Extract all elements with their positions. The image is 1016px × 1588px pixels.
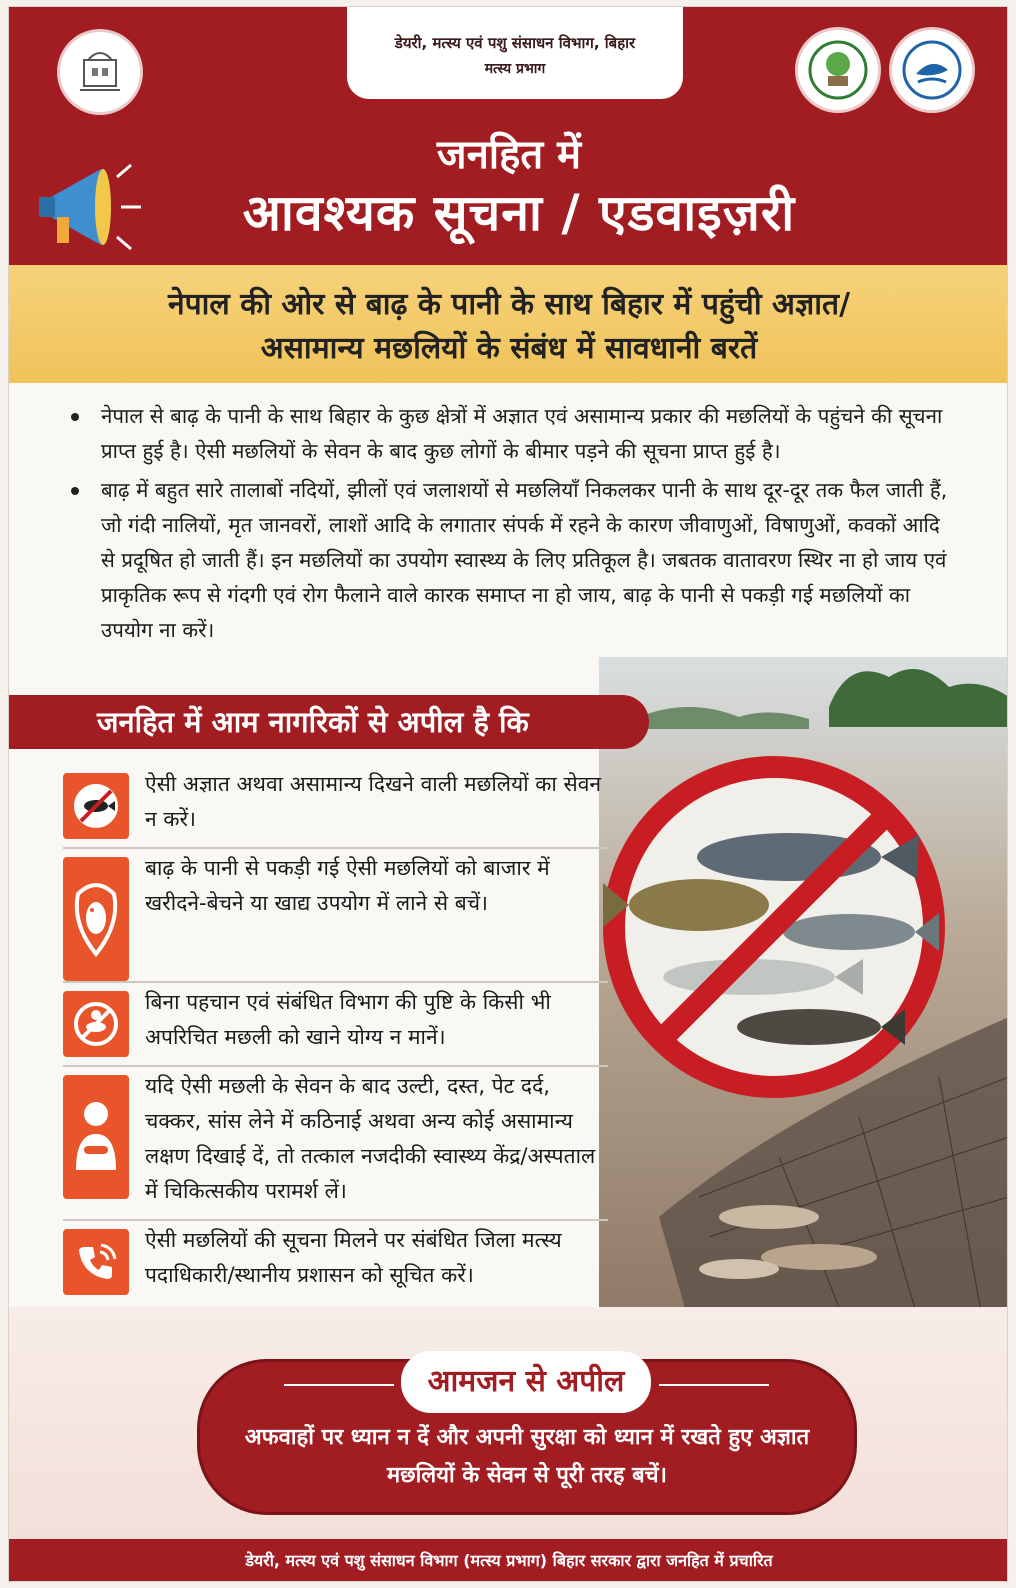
list-item <box>71 399 951 469</box>
banner-line-2: असामान्य मछलियों के संबंध में सावधानी बरतें <box>260 331 758 366</box>
advisory-poster <box>8 6 1008 1582</box>
item-text: यदि ऐसी मछली के सेवन के बाद उल्टी, दस्त, पेट दर्द, चक्कर, सांस लेने में कठिनाई अथवा अन्य कोई असामान्य लक्षण दिखाई दें, तो तत्काल नजदीकी स्वास्थ्य केंद्र/अस्पताल में चिकित्सकीय परामर्श लें। <box>145 1074 596 1203</box>
header <box>9 7 1008 265</box>
division-name: मत्स्य प्रभाग <box>484 61 546 77</box>
bullet-dot <box>71 487 79 495</box>
list-item <box>63 849 608 983</box>
fisheries-logo-icon <box>795 27 881 113</box>
no-eating-icon <box>63 991 129 1057</box>
appeal-title: आमजन से अपील <box>401 1351 651 1413</box>
item-text: ऐसी अज्ञात अथवा असामान्य दिखने वाली मछलियों का सेवन न करें। <box>145 772 602 831</box>
department-logo-icon <box>889 27 975 113</box>
phone-call-icon <box>63 1229 129 1295</box>
decorative-line <box>284 1384 394 1386</box>
appeal-heading: जनहित में आम नागरिकों से अपील है कि <box>9 695 649 749</box>
list-item <box>63 1067 608 1221</box>
footer: डेयरी, मत्स्य एवं पशु संसाधन विभाग (मत्स्य प्रभाग) बिहार सरकार द्वारा जनहित में प्रचारित <box>9 1539 1008 1582</box>
item-text: ऐसी मछलियों की सूचना मिलने पर संबंधित जिला मत्स्य पदाधिकारी/स्थानीय प्रशासन को सूचित करें। <box>145 1228 562 1287</box>
item-text: बाढ़ के पानी से पकड़ी गई ऐसी मछलियों को बाजार में खरीदने-बेचने या खाद्य उपयोग में लाने से बचें। <box>145 856 550 915</box>
appeal-list <box>63 765 608 1303</box>
list-item <box>63 983 608 1067</box>
bihar-emblem-icon <box>57 29 143 115</box>
bullet-text: नेपाल से बाढ़ के पानी के साथ बिहार के कुछ क्षेत्रों में अज्ञात एवं असामान्य प्रकार की मछलियों के पहुंचने की सूचना प्राप्त हुई है। ऐसी मछलियों के सेवन के बाद कुछ लोगों के बीमार पड़ने की सूचना प्राप्त हुई है। <box>101 404 943 463</box>
bullet-dot <box>71 413 79 421</box>
appeal-text: अफवाहों पर ध्यान न दें और अपनी सुरक्षा को ध्यान में रखते हुए अज्ञात मछलियों के सेवन से पूरी तरह बचें। <box>244 1425 810 1488</box>
title-small: जनहित में <box>436 132 582 178</box>
list-item <box>71 473 951 648</box>
department-name: डेयरी, मत्स्य एवं पशु संसाधन विभाग, बिहार <box>394 34 636 52</box>
item-text: बिना पहचान एवं संबंधित विभाग की पुष्टि के किसी भी अपरिचित मछली को खाने योग्य न मानें। <box>145 990 551 1049</box>
fish-market-icon <box>63 857 129 981</box>
subject-banner <box>9 265 1008 383</box>
sick-person-icon <box>63 1075 129 1199</box>
bullet-list <box>71 399 951 652</box>
bullet-text: बाढ़ में बहुत सारे तालाबों नदियों, झीलों एवं जलाशयों से मछलियाँ निकलकर पानी के साथ दूर-दूर तक फैल जाती हैं, जो गंदी नालियों, मृत जानवरों, लाशों आदि के लगातार संपर्क में रहने के कारण जीवाणुओं, विषाणुओं, कवकों आदि से प्रदूषित हो जाती हैं। इन मछलियों का उपयोग स्वास्थ्य के लिए प्रतिकूल है। जबतक वातावरण स्थिर ना हो जाय एवं प्राकृतिक रूप से गंदगी एवं रोग फैलाने वाले कारक समाप्त ना हो जाय, बाढ़ के पानी से पकड़ी गई मछलियों का उपयोग ना करें। <box>101 478 948 642</box>
list-item <box>63 1221 608 1303</box>
flood-fish-illustration <box>599 657 1008 1357</box>
banner-line-1: नेपाल की ओर से बाढ़ के पानी के साथ बिहार में पहुंची अज्ञात/ <box>167 287 851 322</box>
list-item <box>63 765 608 849</box>
department-name-box <box>347 7 683 99</box>
no-fish-icon <box>63 773 129 839</box>
page-title: आवश्यक सूचना / एडवाइज़री <box>242 184 796 242</box>
decorative-line <box>659 1384 769 1386</box>
